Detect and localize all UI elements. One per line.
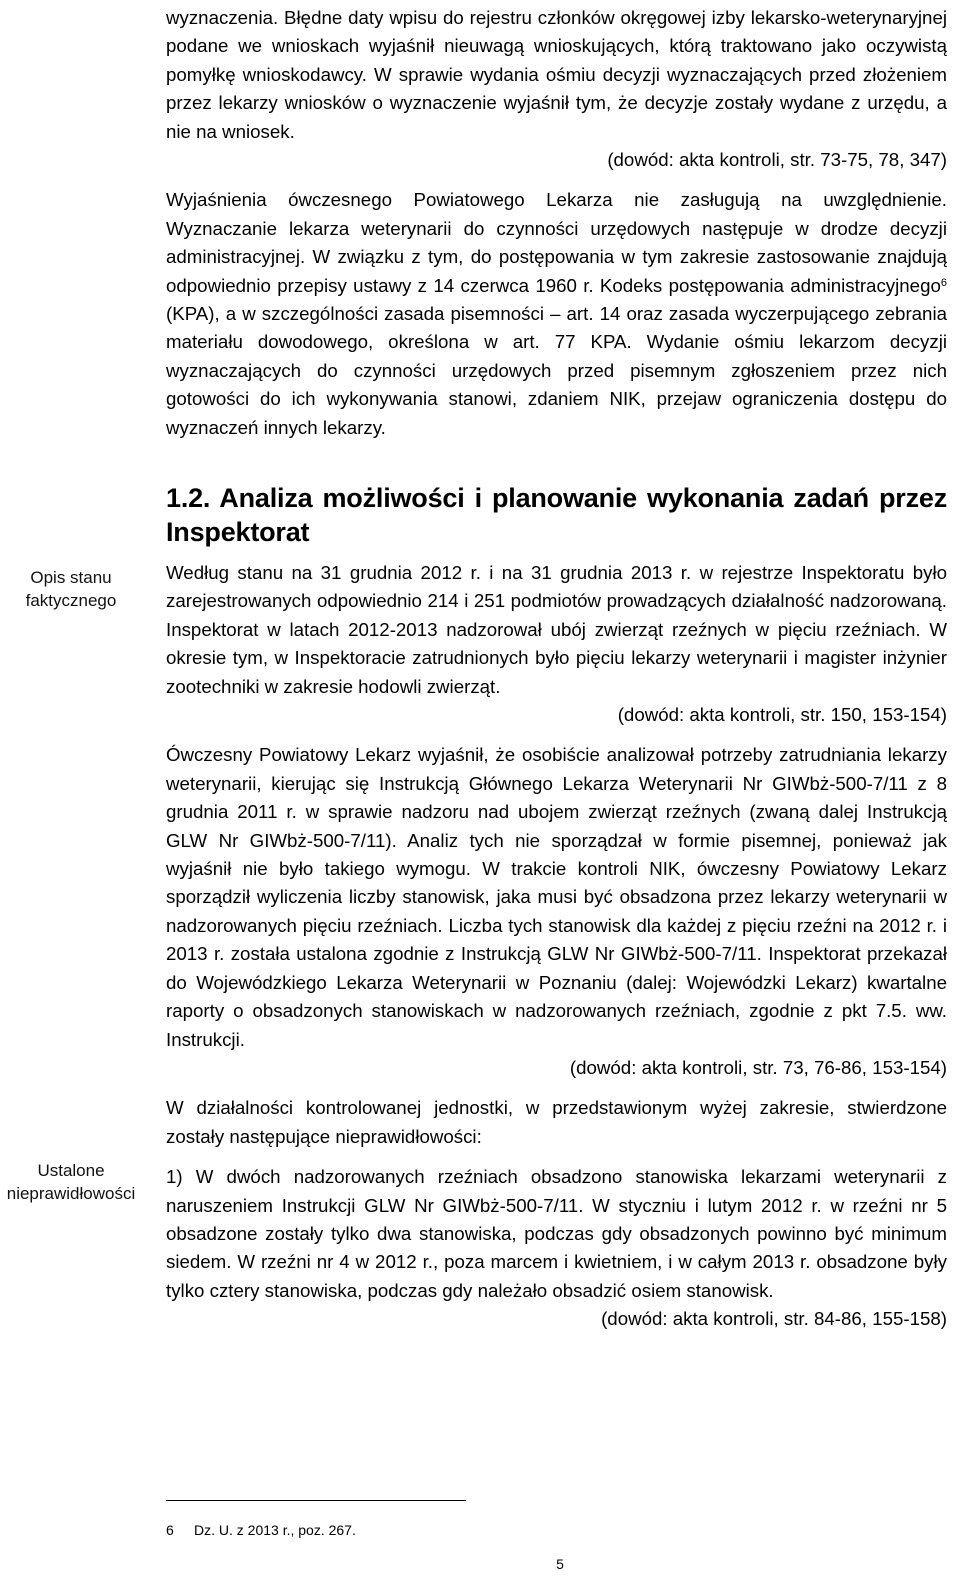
section-heading: 1.2. Analiza możliwości i planowanie wykonania zadań przez Inspektorat	[166, 483, 947, 547]
footnote-reference: 6	[940, 276, 947, 289]
paragraph: Według stanu na 31 grudnia 2012 r. i na 31 grudnia 2013 r. w rejestrze Inspektoratu było zarejestrowanych odpowiednio 214 i 251 podmiotów prowadzących działalność nadzorowaną. Inspektorat w latach 2012-2013 nadzorował ubój zwierząt rzeźnych w pięciu rzeźniach. W okresie tym, w Inspektoracie zatrudnionych było pięciu lekarzy weterynarii i magister inżynier zootechniki w zakresie hodowli zwierząt.	[166, 562, 947, 697]
paragraph: Ówczesny Powiatowy Lekarz wyjaśnił, że osobiście analizował potrzeby zatrudniania lekarzy weterynarii, kierując się Instrukcją Głównego Lekarza Weterynarii Nr GIWbż-500-7/11 z 8 grudnia 2011 r. w sprawie nadzoru nad ubojem zwierząt rzeźnych (zwaną dalej Instrukcją GLW Nr GIWbż-500-7/11). Analiz tych nie sporządzał w formie pisemnej, ponieważ jak wyjaśnił nie było takiego wymogu. W trakcie kontroli NIK, ówczesny Powiatowy Lekarz sporządził wyliczenia liczby stanowisk, jaka musi być obsadzona przez lekarzy weterynarii w nadzorowanych pięciu rzeźniach. Liczba tych stanowisk dla każdej z pięciu rzeźni na 2012 r. i 2013 r. została ustalona zgodnie z Instrukcją GLW Nr GIWbż-500-7/11. Inspektorat przekazał do Wojewódzkiego Lekarza Weterynarii w Poznaniu (dalej: Wojewódzki Lekarz) kwartalne raporty o obsadzonych stanowiskach w nadzorowanych rzeźniach, zgodnie z pkt 7.5. ww. Instrukcji.	[166, 744, 947, 1050]
evidence-citation: (dowód: akta kontroli, str. 150, 153-154)	[617, 704, 947, 726]
footnote-number: 6	[166, 1522, 174, 1538]
paragraph: W działalności kontrolowanej jednostki, w przedstawionym wyżej zakresie, stwierdzone zostały następujące nieprawidłowości:	[166, 1097, 947, 1147]
intro-section	[166, 4, 947, 442]
footnote-separator	[166, 1500, 466, 1501]
section-body	[166, 559, 947, 1334]
footnote	[166, 1521, 356, 1539]
footnote-text: Dz. U. z 2013 r., poz. 267.	[194, 1522, 356, 1538]
evidence-citation: (dowód: akta kontroli, str. 73-75, 78, 347)	[607, 149, 947, 171]
margin-note-irregularities: Ustalone nieprawidłowości	[6, 1161, 136, 1203]
evidence-citation: (dowód: akta kontroli, str. 84-86, 155-158)	[601, 1308, 947, 1330]
list-item: 1) W dwóch nadzorowanych rzeźniach obsadzono stanowiska lekarzami weterynarii z naruszeniem Instrukcji GLW Nr GIWbż-500-7/11. W styczniu i lutym 2012 r. w rzeźni nr 5 obsadzone zostały tylko dwa stanowiska, podczas gdy obsadzonych powinno być minimum siedem. W rzeźni nr 4 w 2012 r., poza marcem i kwietniem, i w całym 2013 r. obsadzone były tylko cztery stanowiska, podczas gdy należało obsadzić osiem stanowisk.	[166, 1166, 947, 1301]
evidence-citation: (dowód: akta kontroli, str. 73, 76-86, 153-154)	[569, 1056, 947, 1078]
page-number: 5	[556, 1556, 564, 1572]
paragraph: wyznaczenia. Błędne daty wpisu do rejestru członków okręgowej izby lekarsko-weterynaryjnej podane we wnioskach wyjaśnił nieuwagą wnioskujących, którą traktowano jako oczywistą pomyłkę wnioskodawcy. W sprawie wydania ośmiu decyzji wyznaczających przed złożeniem przez lekarzy wniosków o wyznaczenie wyjaśnił tym, że decyzje zostały wydane z urzędu, a nie na wniosek.	[166, 7, 947, 142]
margin-note-facts: Opis stanu faktycznego	[25, 568, 117, 610]
paragraph: Wyjaśnienia ówczesnego Powiatowego Lekarza nie zasługują na uwzględnienie. Wyznaczanie lekarza weterynarii do czynności urzędowych następuje w drodze decyzji administracyjnej. W związku z tym, do postępowania w tym zakresie zastosowanie znajdują odpowiednio przepisy ustawy z 14 czerwca 1960 r. Kodeks postępowania administracyjnego$^6$ (KPA), a w szczególności zasada pisemności – art. 14 oraz zasada wyczerpującego zebrania materiału dowodowego, określona w art. 77 KPA. Wydanie ośmiu lekarzom decyzji wyznaczających do czynności urzędowych przed pisemnym zgłoszeniem przez nich gotowości do ich wykonywania stanowi, zdaniem NIK, przejaw ograniczenia dostępu do wyznaczeń innych lekarzy.	[166, 189, 947, 438]
